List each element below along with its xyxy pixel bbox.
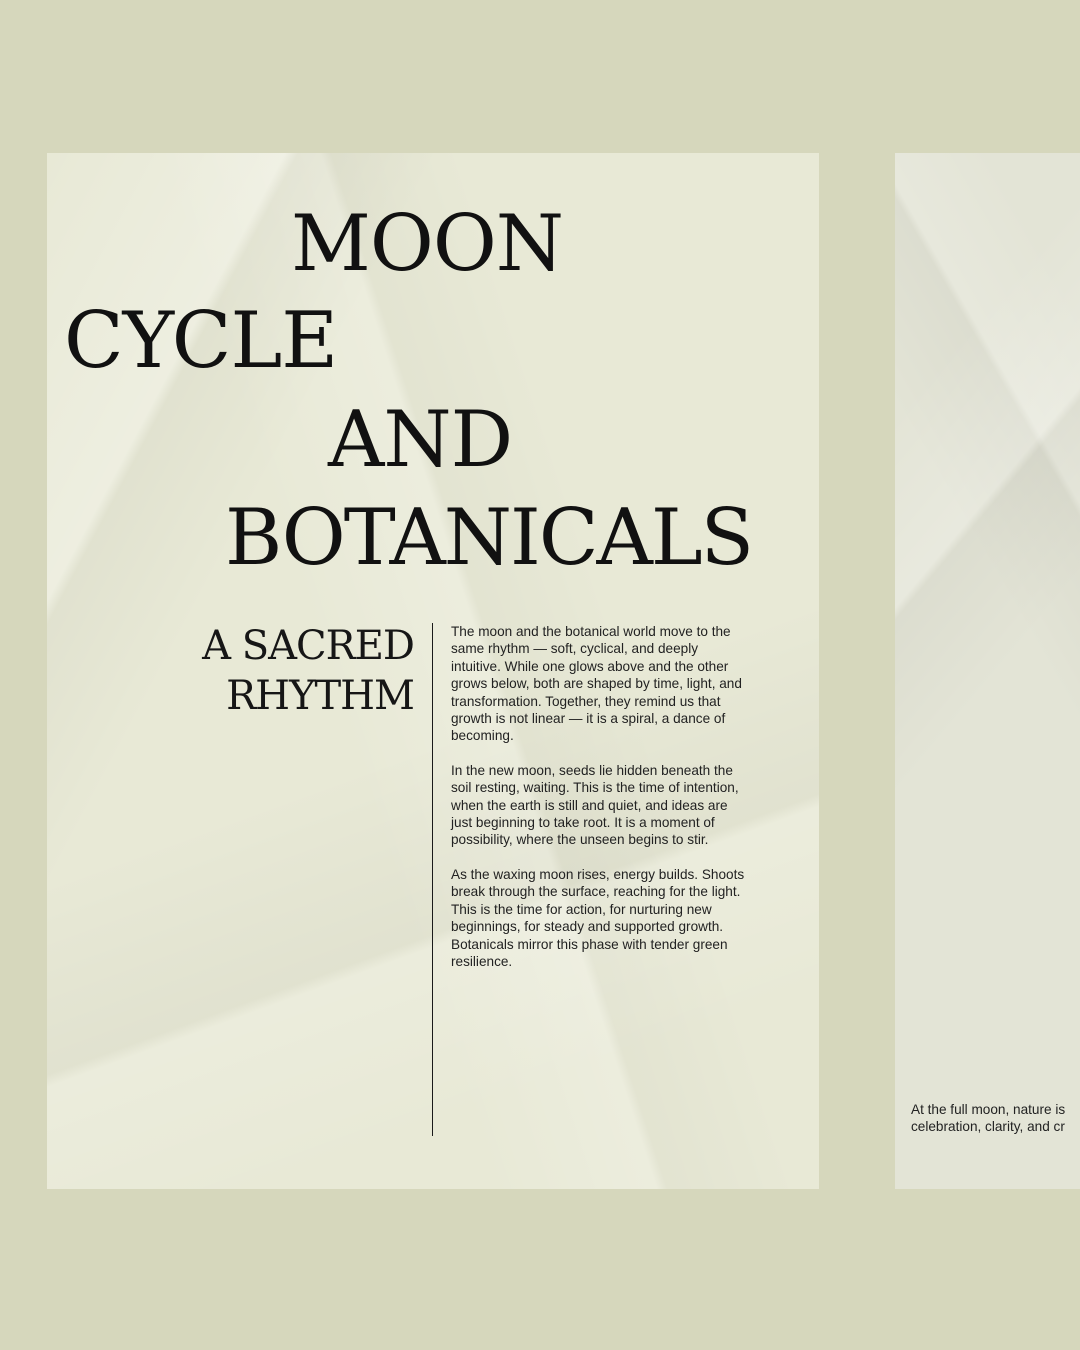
body-paragraph-2: In the new moon, seeds lie hidden beneath the soil resting, waiting. This is the time of intention, when the earth is still and quiet, and ideas are just beginning to take root. It is a moment of possibility, where the unseen begins to stir.	[451, 762, 739, 848]
body-paragraph-3: As the waxing moon rises, energy builds. Shoots break through the surface, reaching for the light. This is the time for action, for nurturing new beginnings, for steady and supported growth. Botanicals mirror this phase with tender green resilience.	[451, 866, 745, 969]
next-page-snippet-line-2: celebration, clarity, and cr	[911, 1119, 1065, 1135]
vertical-divider	[432, 623, 433, 1136]
title-line-moon: MOON	[291, 199, 564, 289]
subtitle-line-2: RHYTHM	[226, 673, 414, 719]
next-page-snippet-line-1: At the full moon, nature is	[911, 1102, 1066, 1117]
next-page-sheet	[895, 153, 1080, 1189]
title-line-botanicals: BOTANICALS	[225, 493, 753, 583]
body-paragraph-1: The moon and the botanical world move to the same rhythm — soft, cyclical, and deeply intuitive. While one glows above and the other grows below, both are shaped by time, light, and transformation. Together, they remind us that growth is not linear — it is a spiral, a dance of becoming.	[451, 624, 742, 744]
title-line-cycle: CYCLE	[64, 296, 338, 386]
subtitle-line-1: A SACRED	[202, 623, 414, 669]
next-page-snippet	[911, 1101, 1080, 1136]
main-page-sheet	[47, 153, 819, 1189]
body-text-column	[451, 623, 751, 987]
title-line-and: AND	[328, 395, 513, 485]
subtitle	[202, 621, 414, 721]
